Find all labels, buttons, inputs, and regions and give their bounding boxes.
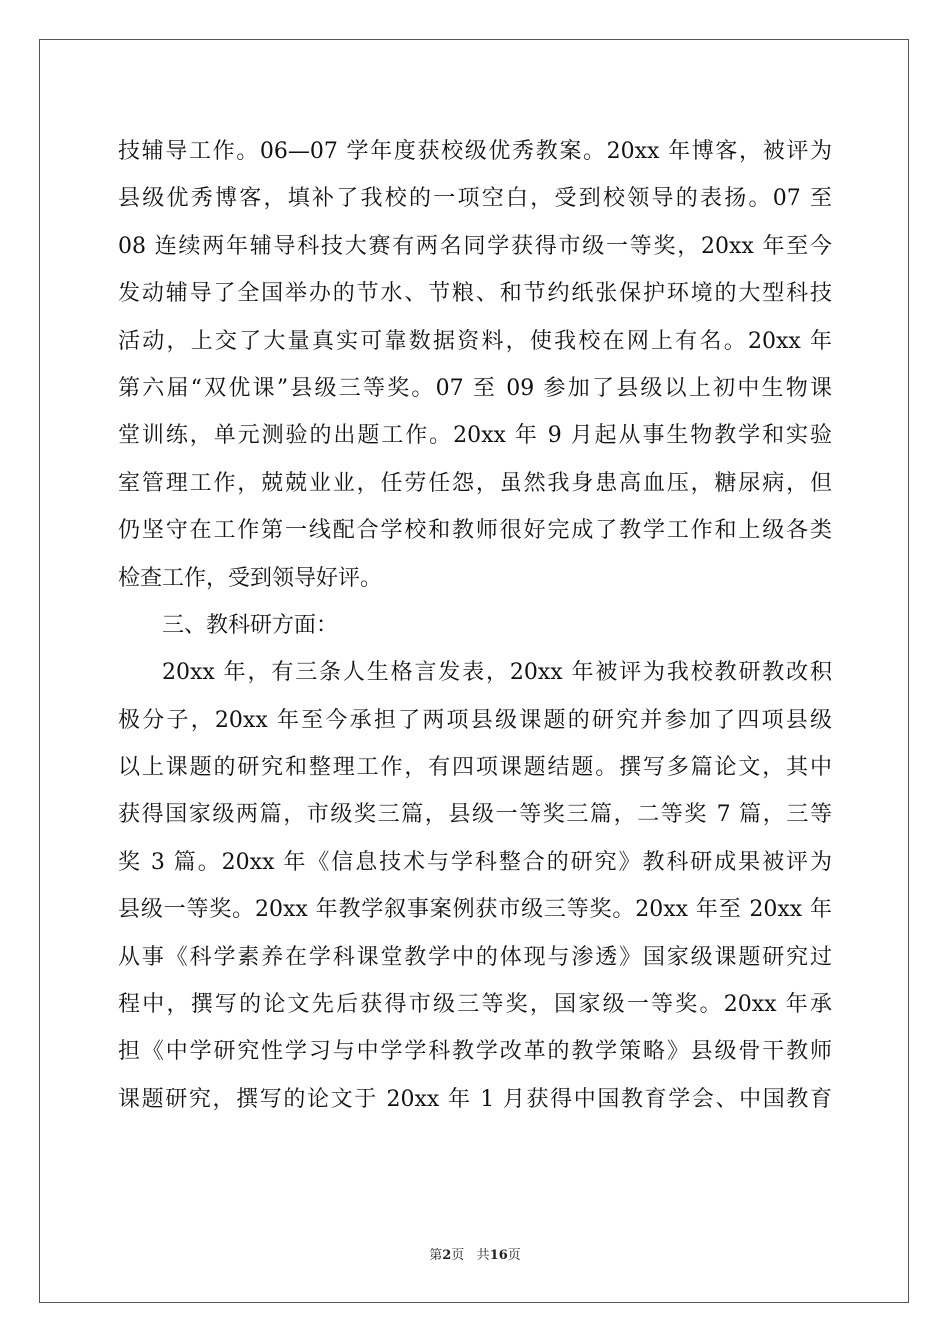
text-line: 08 连续两年辅导科技大赛有两名同学获得市级一等奖，20xx 年至今 xyxy=(118,233,832,259)
text-line: 担《中学研究性学习与中学学科教学改革的教学策略》县级骨干教师 xyxy=(118,1039,832,1065)
paragraph-continuation xyxy=(118,128,832,602)
section-heading xyxy=(118,602,832,649)
document-body xyxy=(118,128,832,1123)
text-line: 从事《科学素养在学科课堂教学中的体现与渗透》国家级课题研究过 xyxy=(118,944,832,970)
paragraph-research xyxy=(118,649,832,1123)
total-pages: 16 xyxy=(489,1248,508,1263)
page-prefix: 第 xyxy=(429,1248,443,1263)
total-suffix: 页 xyxy=(507,1248,521,1263)
text-line: 仍坚守在工作第一线配合学校和教师很好完成了教学工作和上级各类 xyxy=(118,518,832,544)
page-footer xyxy=(0,1244,950,1263)
text-line: 极分子，20xx 年至今承担了两项县级课题的研究并参加了四项县级 xyxy=(118,707,832,733)
text-line: 奖 3 篇。20xx 年《信息技术与学科整合的研究》教科研成果被评为 xyxy=(118,849,832,875)
page-number: 2 xyxy=(442,1248,452,1263)
text-line: 技辅导工作。06—07 学年度获校级优秀教案。20xx 年博客，被评为 xyxy=(118,139,832,164)
text-line: 活动，上交了大量真实可靠数据资料，使我校在网上有名。20xx 年 xyxy=(118,328,832,354)
heading-text: 三、教科研方面： xyxy=(162,612,339,638)
text-line: 室管理工作，兢兢业业，任劳任怨，虽然我身患高血压，糖尿病，但 xyxy=(118,470,832,496)
text-line: 发动辅导了全国举办的节水、节粮、和节约纸张保护环境的大型科技 xyxy=(118,281,832,307)
text-line: 检查工作，受到领导好评。 xyxy=(118,565,383,591)
text-line: 以上课题的研究和整理工作，有四项课题结题。撰写多篇论文，其中 xyxy=(118,755,832,781)
text-line: 程中，撰写的论文先后获得市级三等奖，国家级一等奖。20xx 年承 xyxy=(118,992,832,1018)
text-line: 第六届“双优课”县级三等奖。07 至 09 参加了县级以上初中生物课 xyxy=(118,375,832,401)
text-line: 县级优秀博客，填补了我校的一项空白，受到校领导的表扬。07 至 xyxy=(118,186,832,212)
total-prefix: 共 xyxy=(476,1248,490,1263)
text-line: 20xx 年，有三条人生格言发表，20xx 年被评为我校教研教改积 xyxy=(162,660,832,686)
text-line: 课题研究，撰写的论文于 20xx 年 1 月获得中国教育学会、中国教育 xyxy=(118,1086,832,1112)
text-line: 堂训练，单元测验的出题工作。20xx 年 9 月起从事生物教学和实验 xyxy=(118,423,832,449)
text-line: 获得国家级两篇，市级奖三篇，县级一等奖三篇，二等奖 7 篇，三等 xyxy=(118,802,832,828)
text-line: 县级一等奖。20xx 年教学叙事案例获市级三等奖。20xx 年至 20xx 年 xyxy=(118,897,832,923)
page-suffix: 页 xyxy=(451,1248,465,1263)
